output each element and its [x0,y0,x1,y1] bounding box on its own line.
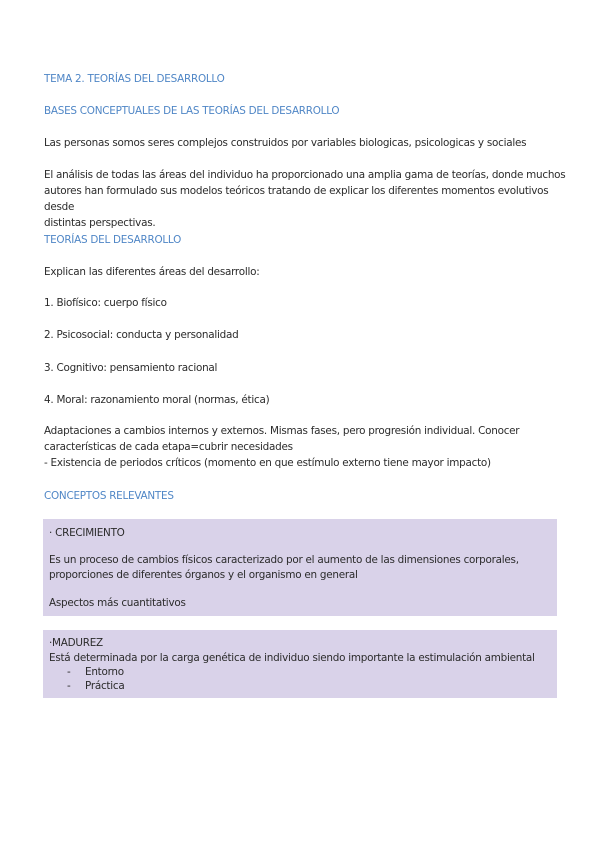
paragraph-line: características de cada etapa=cubrir necesidades [44,441,293,453]
list-item-cognitivo: 3. Cognitivo: pensamiento racional [44,362,218,374]
paragraph-line: autores han formulado sus modelos teóricos tratando de explicar los diferentes momentos evolutivos desde [44,185,549,213]
list-item-moral: 4. Moral: razonamiento moral (normas, ética) [44,394,270,406]
madurez-box [43,630,557,698]
document-title: TEMA 2. TEORÍAS DEL DESARROLLO [44,73,225,85]
crecimiento-line-1: Es un proceso de cambios físicos caracterizado por el aumento de las dimensiones corporales, [49,554,519,566]
crecimiento-box [43,519,557,616]
madurez-line: Está determinada por la carga genética de individuo siendo importante la estimulación ambiental [49,652,535,664]
crecimiento-title: · CRECIMIENTO [49,527,125,539]
crecimiento-note: Aspectos más cuantitativos [49,597,186,609]
paragraph-line: El análisis de todas las áreas del individuo ha proporcionado una amplia gama de teorías, donde muchos [44,169,566,181]
paragraph-line: - Existencia de periodos críticos (momento en que estímulo externo tiene mayor impacto) [44,457,491,469]
paragraph-analisis [44,167,574,231]
paragraph-explican: Explican las diferentes áreas del desarrollo: [44,266,260,278]
section-heading-teorias: TEORÍAS DEL DESARROLLO [44,234,182,246]
bullet-label: Práctica [85,680,125,692]
madurez-title: ·MADUREZ [49,637,103,649]
section-heading-bases: BASES CONCEPTUALES DE LAS TEORÍAS DEL DESARROLLO [44,105,340,117]
list-item-psicosocial: 2. Psicosocial: conducta y personalidad [44,329,239,341]
bullet-dash: - [67,666,71,678]
section-heading-conceptos: CONCEPTOS RELEVANTES [44,490,174,502]
bullet-dash: - [67,680,71,692]
bullet-label: Entorno [85,666,124,678]
bullet-practica [67,679,124,694]
paragraph-line: distintas perspectivas. [44,217,156,229]
crecimiento-line-2: proporciones de diferentes órganos y el organismo en general [49,569,358,581]
bullet-entorno [67,665,124,680]
list-item-biofisico: 1. Biofísico: cuerpo físico [44,297,167,309]
paragraph-line: Adaptaciones a cambios internos y externos. Mismas fases, pero progresión individual. Conocer [44,425,520,437]
paragraph-personas: Las personas somos seres complejos construidos por variables biologicas, psicologicas y sociales [44,137,527,149]
paragraph-adaptaciones [44,423,574,471]
